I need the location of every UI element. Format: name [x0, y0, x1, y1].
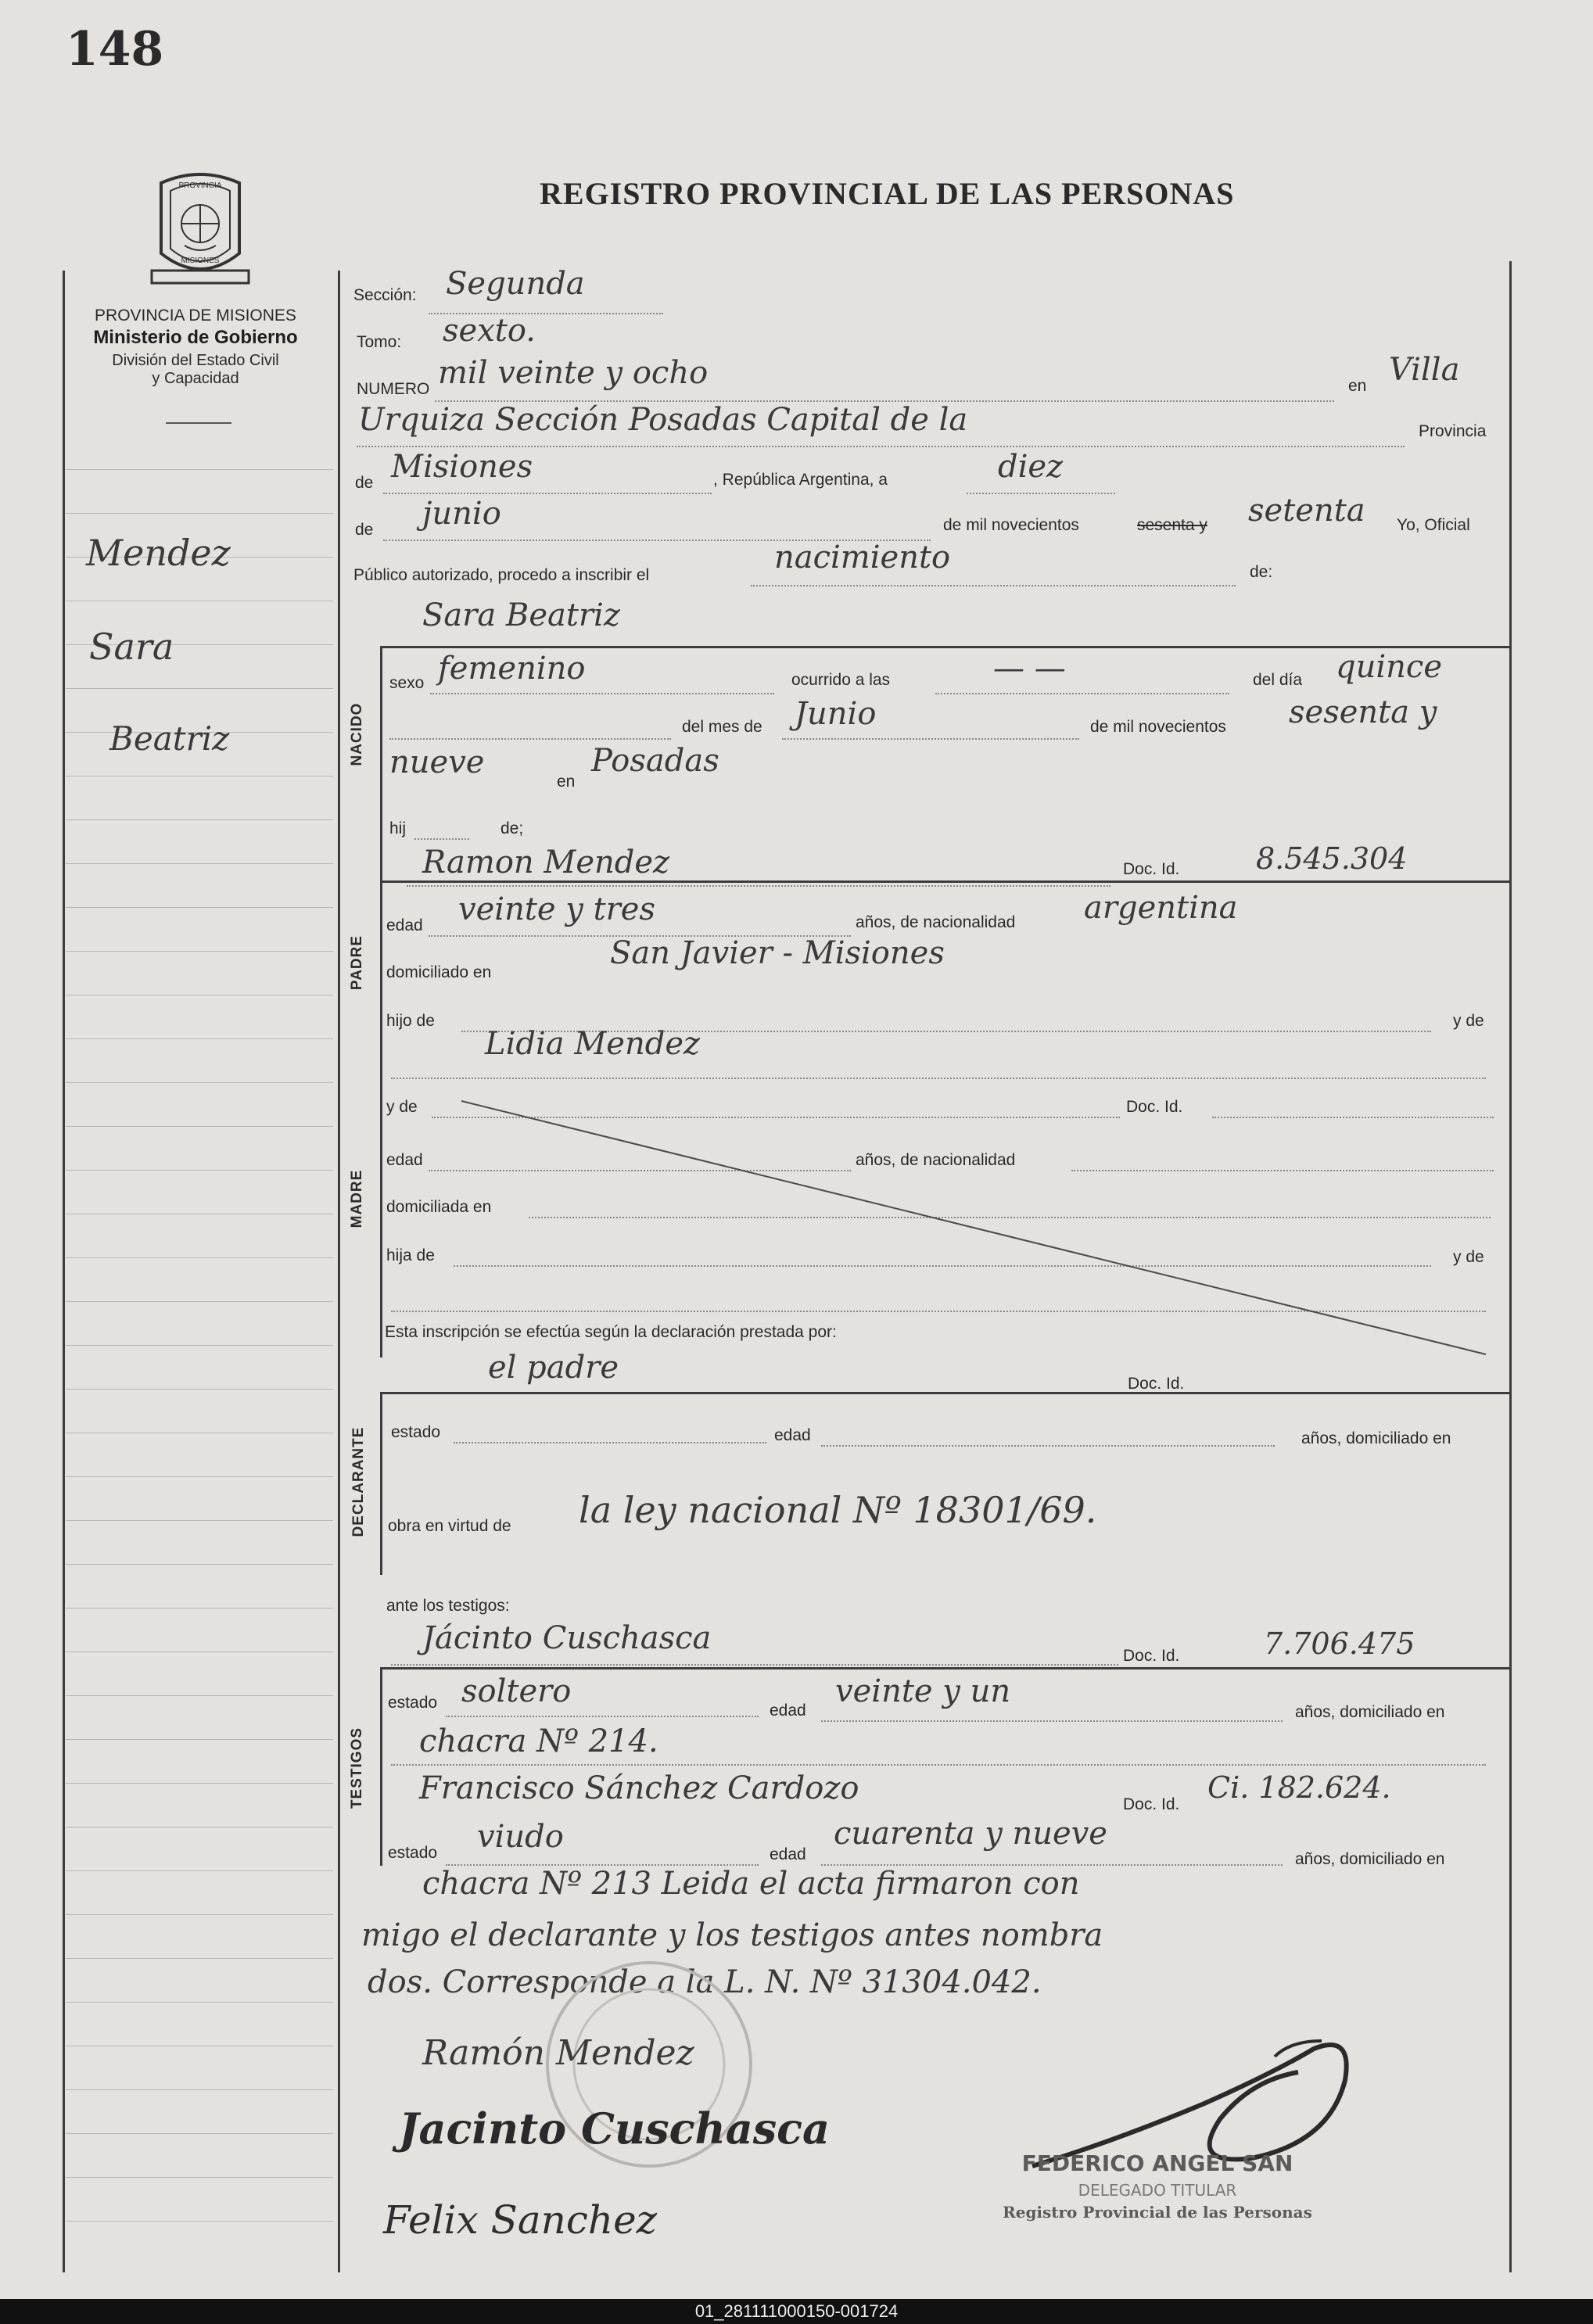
signature-testigo1: Jacinto Cuschasca	[399, 2103, 830, 2154]
label-ocurrido: ocurrido a las	[791, 671, 891, 689]
folio-number: 148	[66, 22, 164, 77]
label-edad-declarante: edad	[774, 1426, 811, 1444]
label-estado-declarante: estado	[391, 1423, 441, 1441]
label-tomo: Tomo:	[357, 333, 402, 351]
value-lugar-nac: Posadas	[591, 743, 719, 779]
label-anos-nac-padre: años, de nacionalidad	[856, 913, 1016, 931]
page-title: REGISTRO PROVINCIAL DE LAS PERSONAS	[540, 176, 1235, 211]
section-label-testigos: TESTIGOS	[349, 1727, 365, 1809]
section-label-nacido: NACIDO	[349, 702, 365, 766]
label-y-de-madre2: y de	[1453, 1248, 1484, 1266]
value-tomo: sexto.	[443, 313, 536, 349]
value-mes-registro: junio	[422, 496, 501, 532]
label-de-prov: de	[355, 474, 374, 492]
label-y-de-madre: y de	[386, 1098, 418, 1116]
value-testigo1-doc: 7.706.475	[1264, 1626, 1415, 1661]
value-abuela: Lidia Mendez	[485, 1026, 701, 1062]
value-testigo2: Francisco Sánchez Cardozo	[419, 1770, 859, 1806]
value-padre-nombre: Ramon Mendez	[422, 845, 670, 880]
value-anio-nac1: sesenta y	[1289, 694, 1437, 730]
official-stamp	[962, 2150, 1353, 2222]
signature-padre: Ramón Mendez	[422, 2033, 694, 2073]
value-anio-registro: setenta	[1248, 493, 1365, 529]
label-del-mes: del mes de	[682, 718, 762, 736]
stamp-role: DELEGADO TITULAR	[1078, 2181, 1237, 2200]
agency-block	[55, 307, 336, 388]
value-sexo: femenino	[438, 651, 586, 687]
label-de-mil-nac: de mil novecientos	[1090, 718, 1226, 736]
note-line-1: chacra Nº 213 Leida el acta firmaron con	[422, 1866, 1080, 1902]
value-padre-doc: 8.545.304	[1256, 841, 1408, 876]
value-testigo2-doc: Ci. 182.624.	[1207, 1770, 1391, 1805]
margin-surname: Mendez	[86, 532, 231, 574]
label-edad-t2: edad	[770, 1845, 806, 1863]
cancellation-line	[454, 1095, 1494, 1361]
province-seal-icon	[145, 167, 255, 292]
label-anos-dom-declarante: años, domiciliado en	[1301, 1429, 1451, 1447]
label-edad-padre: edad	[386, 916, 423, 934]
value-province: Misiones	[391, 449, 533, 485]
value-dia-registro: diez	[998, 449, 1064, 485]
value-anio-nac2: nueve	[389, 744, 485, 780]
agency-ministry: Ministerio de Gobierno	[93, 327, 298, 348]
value-hora: — —	[993, 651, 1066, 687]
label-provincia: Provincia	[1419, 422, 1487, 440]
label-esta-inscripcion: Esta inscripción se efectúa según la declaración prestada por:	[385, 1323, 837, 1341]
main-left-border	[338, 271, 340, 2272]
label-doc-padre: Doc. Id.	[1123, 860, 1180, 878]
label-anos-dom-t1: años, domiciliado en	[1295, 1703, 1445, 1721]
value-en: Villa	[1389, 352, 1460, 388]
main-right-border	[1509, 261, 1512, 2272]
value-padre-domicilio: San Javier - Misiones	[610, 935, 945, 971]
note-line-3: dos. Corresponde a la L. N. Nº 31304.042.	[368, 1964, 1042, 2000]
value-testigo1-edad: veinte y un	[835, 1673, 1011, 1709]
value-numero: mil veinte y ocho	[438, 355, 709, 391]
value-nombre: Sara Beatriz	[422, 597, 620, 633]
value-mes-nac: Junio	[795, 696, 877, 732]
agency-province: PROVINCIA DE MISIONES	[95, 307, 296, 325]
label-en-lugar: en	[557, 773, 576, 791]
margin-first-name: Sara	[89, 626, 174, 668]
label-yo-oficial: Yo, Oficial	[1397, 516, 1470, 534]
section-label-declarante: DECLARANTE	[350, 1426, 367, 1537]
left-margin-border	[63, 271, 65, 2272]
value-padre-edad: veinte y tres	[458, 891, 655, 927]
seal-text-bottom: MISIONES	[181, 256, 220, 265]
label-en: en	[1348, 377, 1367, 395]
label-de-mil: de mil novecientos	[943, 516, 1079, 534]
value-testigo2-estado: viudo	[477, 1819, 564, 1855]
agency-division: División del Estado Civil	[112, 352, 279, 369]
label-publico: Público autorizado, procedo a inscribir el	[353, 566, 650, 584]
stamp-agency: Registro Provincial de las Personas	[1003, 2203, 1312, 2222]
label-hij: hij	[389, 819, 407, 837]
label-edad-madre: edad	[386, 1151, 423, 1169]
value-ley: la ley nacional Nº 18301/69.	[579, 1489, 1097, 1531]
section-label-padre: PADRE	[349, 934, 365, 991]
label-obra: obra en virtud de	[388, 1517, 511, 1535]
label-de-mes: de	[355, 521, 374, 539]
label-anos-dom-t2: años, domiciliado en	[1295, 1850, 1445, 1868]
label-edad-t1: edad	[770, 1702, 806, 1720]
label-estado-t1: estado	[388, 1694, 438, 1712]
value-dia-nac: quince	[1336, 649, 1442, 685]
label-hijo-de: hijo de	[386, 1012, 435, 1030]
stamp-name: FEDERICO ANGEL SAN	[1021, 2150, 1293, 2176]
label-numero: NUMERO	[357, 380, 430, 398]
label-republica: , República Argentina, a	[713, 471, 888, 489]
image-id-footer: 01_281111000150-001724	[0, 2299, 1593, 2324]
value-testigo1-domicilio: chacra Nº 214.	[419, 1723, 658, 1759]
value-seccion: Segunda	[446, 266, 585, 302]
label-doc-declarante: Doc. Id.	[1128, 1375, 1185, 1393]
section-label-madre: MADRE	[349, 1169, 365, 1228]
label-doc-testigo2: Doc. Id.	[1123, 1795, 1180, 1813]
note-line-2: migo el declarante y los testigos antes nombra	[361, 1917, 1103, 1953]
label-de-colon: de:	[1250, 563, 1273, 581]
label-estado-t2: estado	[388, 1844, 438, 1862]
label-ante-testigos: ante los testigos:	[386, 1597, 510, 1615]
signature-testigo2: Felix Sanchez	[383, 2197, 658, 2243]
value-testigo2-edad: cuarenta y nueve	[834, 1816, 1107, 1852]
value-place: Urquiza Sección Posadas Capital de la	[358, 402, 968, 438]
label-domiciliada: domiciliada en	[386, 1198, 492, 1216]
label-seccion: Sección:	[353, 286, 417, 304]
label-del-dia: del día	[1253, 671, 1303, 689]
agency-capacity: y Capacidad	[152, 370, 239, 387]
label-hija-de: hija de	[386, 1246, 435, 1264]
label-y-de-padre: y de	[1453, 1012, 1484, 1030]
label-de-semi: de;	[501, 819, 524, 837]
label-sesenta: sesenta y	[1137, 516, 1207, 534]
value-padre-nacionalidad: argentina	[1084, 890, 1238, 926]
margin-second-name: Beatriz	[109, 719, 230, 758]
seal-text-top: PROVINCIA	[178, 181, 222, 190]
label-doc-testigo1: Doc. Id.	[1123, 1647, 1180, 1665]
value-testigo1: Jácinto Cuschasca	[422, 1620, 712, 1656]
value-testigo1-estado: soltero	[461, 1673, 572, 1709]
label-anos-nac-madre: años, de nacionalidad	[856, 1151, 1016, 1169]
agency-underline	[166, 422, 231, 424]
value-acto: nacimiento	[774, 540, 951, 576]
value-declarante: el padre	[488, 1350, 619, 1386]
label-domiciliado-padre: domiciliado en	[386, 963, 492, 981]
label-sexo: sexo	[389, 674, 425, 692]
label-doc-madre: Doc. Id.	[1126, 1098, 1183, 1116]
